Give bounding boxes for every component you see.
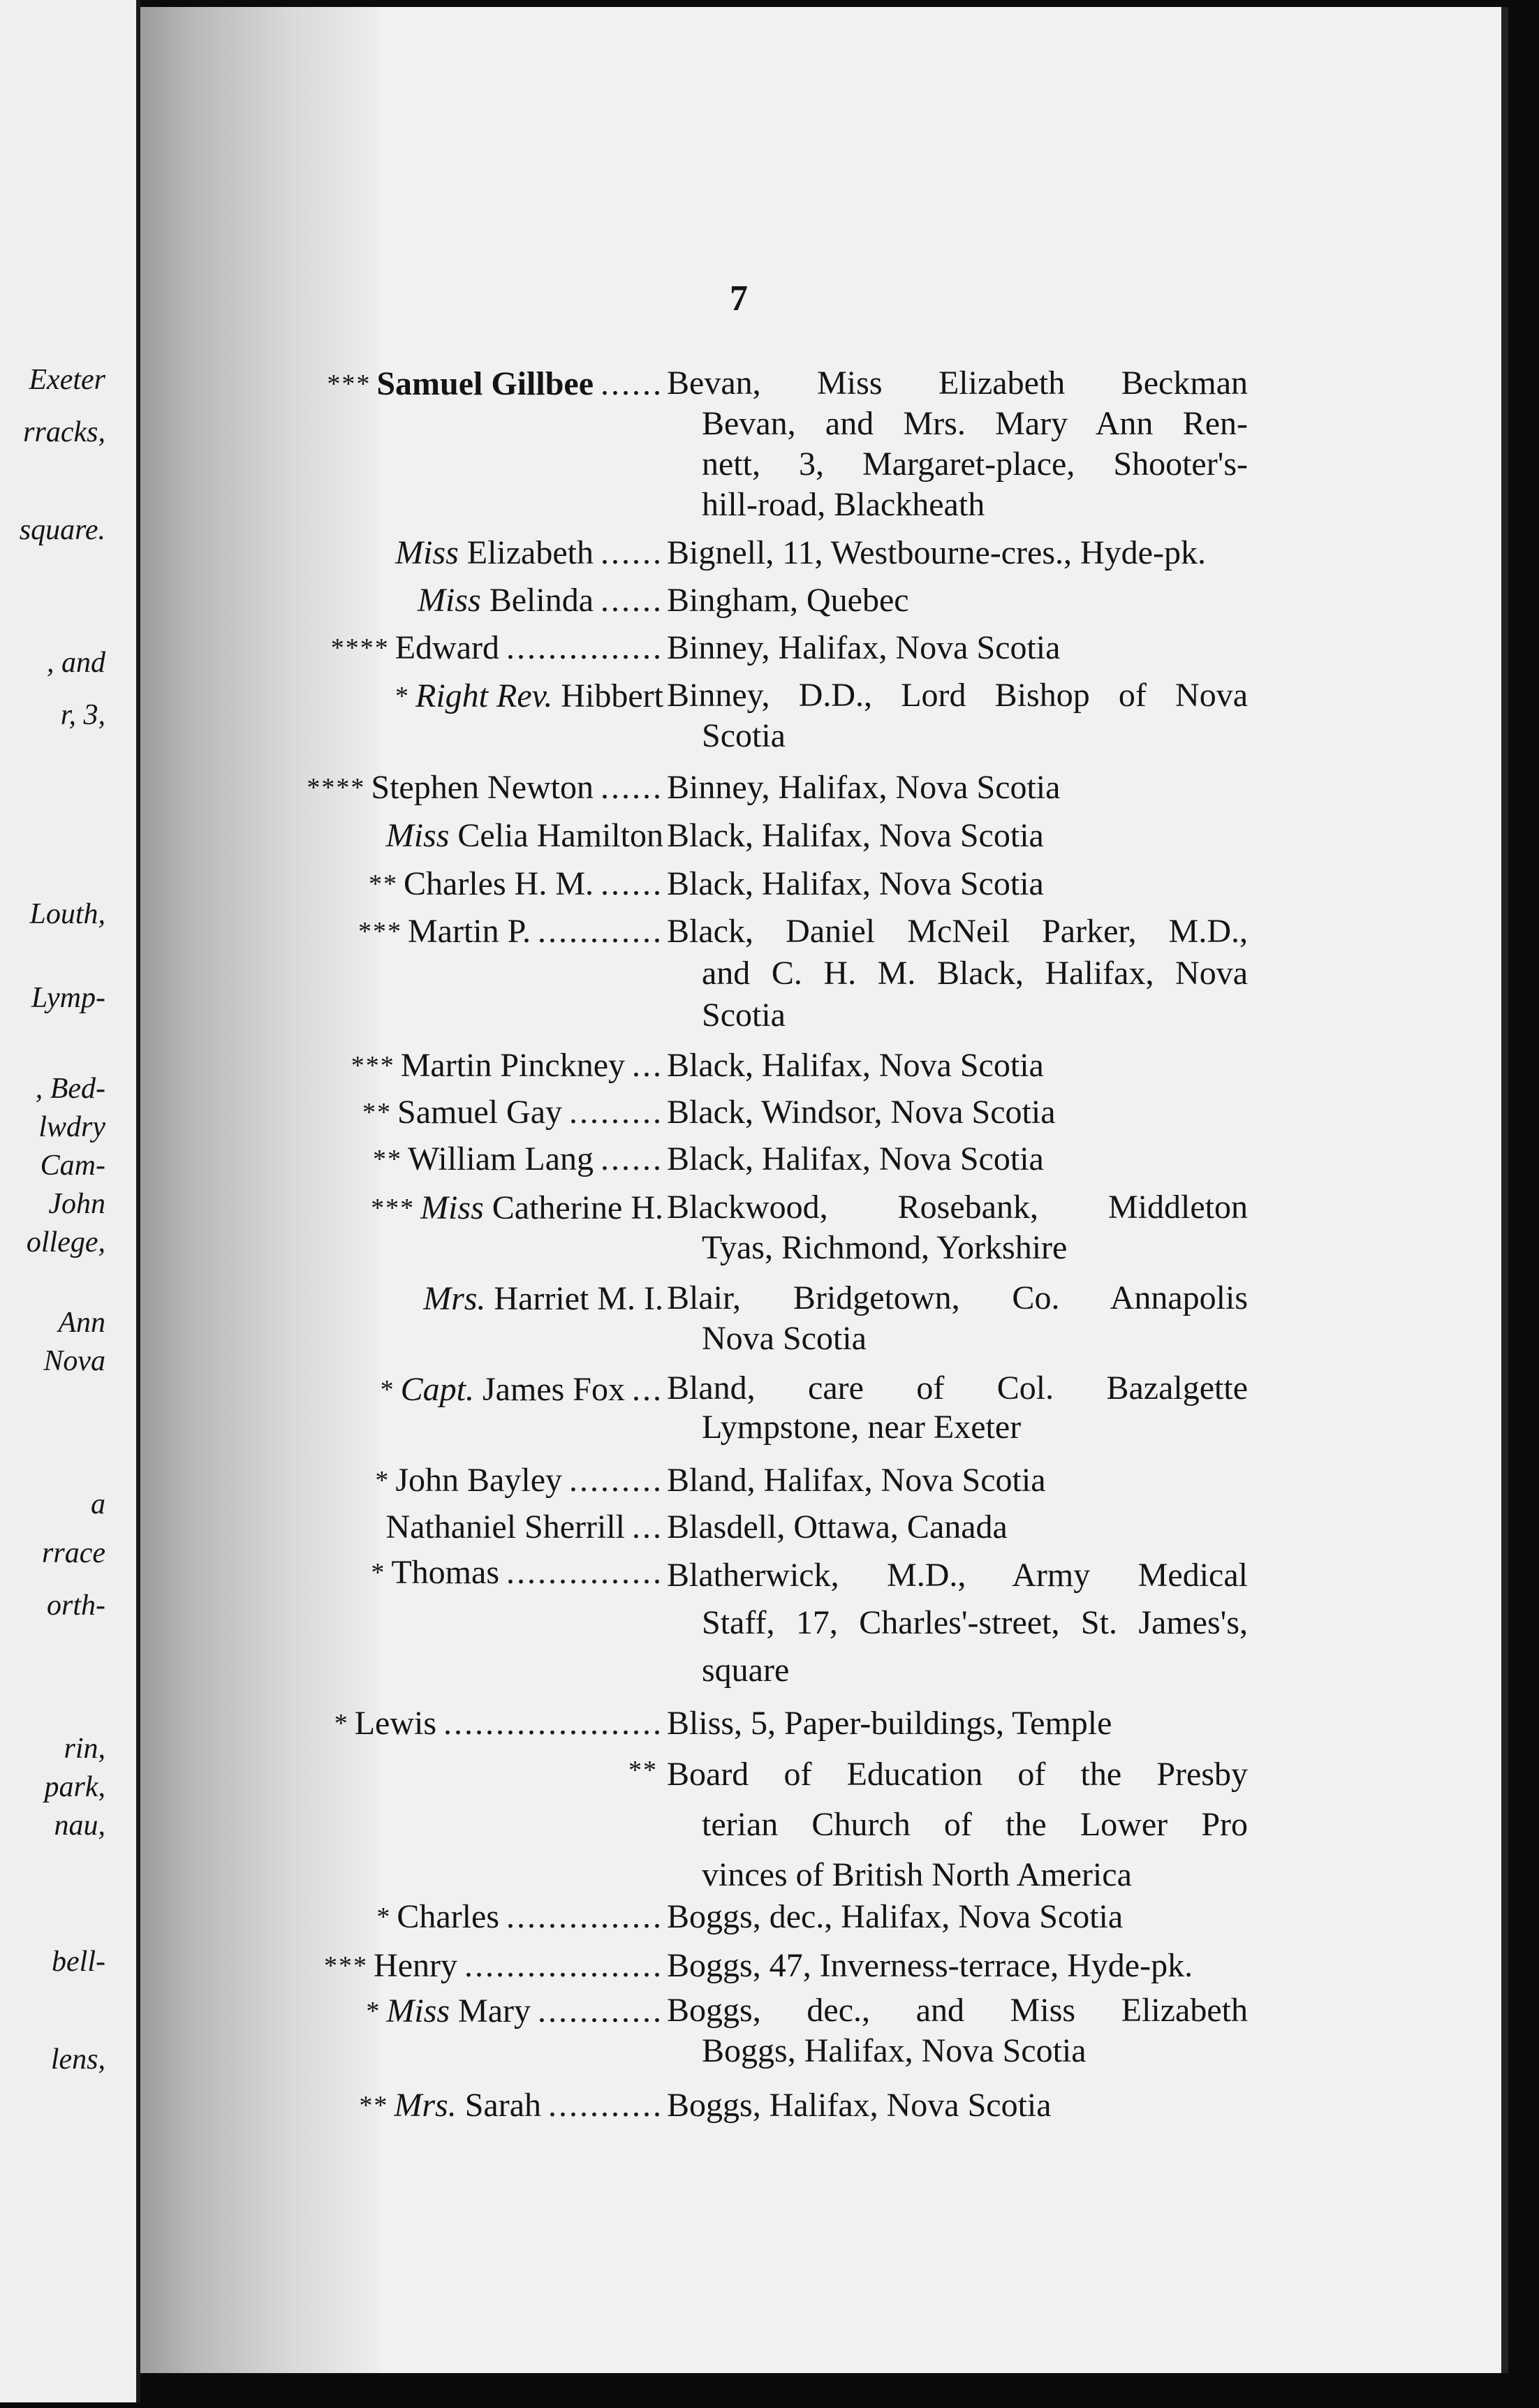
subscriber-name <box>371 1552 663 1594</box>
subscriber-address <box>667 1092 1248 1133</box>
subscriber-name <box>331 627 663 669</box>
leader-dots: ...... <box>601 365 663 402</box>
subscriber-stars: * <box>376 1902 392 1932</box>
subscriber-name <box>362 1092 663 1133</box>
subscriber-given-name: Stephen Newton <box>371 769 594 806</box>
facing-page-fragment: Louth, <box>29 898 105 930</box>
page-number: 7 <box>730 279 748 318</box>
subscriber-given-name: Samuel Gay <box>397 1094 562 1131</box>
leader-dots: ...... <box>601 1140 663 1177</box>
subscriber-address <box>667 675 1248 756</box>
subscriber-address <box>667 627 1248 669</box>
facing-page-fragment: Nova <box>43 1345 105 1377</box>
subscriber-address <box>667 1703 1248 1745</box>
address-line: Scotia <box>702 997 786 1034</box>
address-line: Blackwood, Rosebank, Middleton <box>667 1189 1248 1226</box>
address-line: Binney, D.D., Lord Bishop of Nova <box>667 677 1248 714</box>
facing-page-fragment: Exeter <box>29 364 105 396</box>
subscriber-given-name: William Lang <box>408 1140 594 1177</box>
address-line: Bingham, Quebec <box>667 582 909 619</box>
subscriber-given-name: Hibbert <box>561 677 663 714</box>
subscriber-address <box>667 1369 1248 1447</box>
subscriber-name <box>334 1703 663 1745</box>
facing-page-fragment: Lymp- <box>31 982 105 1014</box>
subscriber-given-name: Catherine H. <box>492 1189 663 1226</box>
facing-page-fragment: , and <box>47 647 105 679</box>
subscriber-given-name: Elizabeth <box>466 534 594 571</box>
subscriber-given-name: Belinda <box>489 582 594 619</box>
address-line: Black, Halifax, Nova Scotia <box>667 865 1044 902</box>
subscriber-stars: *** <box>324 1951 369 1981</box>
subscriber-given-name: Harriet M. I. <box>494 1280 663 1317</box>
subscriber-given-name: Charles H. M. <box>404 865 594 902</box>
leader-dots: ...... <box>601 534 663 571</box>
subscriber-address <box>667 1460 1248 1502</box>
address-line: Bland, care of Col. Bazalgette <box>667 1370 1248 1407</box>
subscriber-given-name: Charles <box>397 1898 499 1935</box>
subscriber-title: Miss <box>418 582 481 619</box>
subscriber-stars: **** <box>330 633 390 663</box>
subscriber-stars: * <box>395 682 411 711</box>
leader-dots: ..................... <box>443 1705 663 1742</box>
subscriber-name <box>381 1369 663 1411</box>
address-line: nett, 3, Margaret-place, Shooter's- <box>702 446 1248 483</box>
subscriber-address <box>667 815 1248 857</box>
address-line: Blasdell, Ottawa, Canada <box>667 1508 1008 1546</box>
subscriber-given-name: Edward <box>395 629 499 666</box>
address-line: Bevan, Miss Elizabeth Beckman <box>667 365 1248 402</box>
leader-dots: ............... <box>506 629 663 666</box>
subscriber-name <box>376 1896 663 1938</box>
address-line: Black, Halifax, Nova Scotia <box>667 1047 1044 1084</box>
facing-page-fragment: nau, <box>54 1809 105 1842</box>
subscriber-address <box>667 580 1248 622</box>
address-line: and C. H. M. Black, Halifax, Nova <box>702 955 1248 992</box>
subscriber-name <box>358 911 663 953</box>
subscriber-title: Miss <box>395 534 459 571</box>
subscriber-given-name: Henry <box>374 1947 457 1984</box>
subscriber-stars: *** <box>327 369 371 399</box>
address-line: Board of Education of the Presby <box>667 1756 1248 1793</box>
subscriber-address <box>667 1749 1248 1900</box>
address-line: Black, Halifax, Nova Scotia <box>667 817 1044 854</box>
address-line: Boggs, dec., and Miss Elizabeth <box>667 1992 1248 2029</box>
address-line: vinces of British North America <box>702 1856 1132 1893</box>
subscriber-name <box>324 1945 663 1987</box>
subscriber-stars: * <box>375 1466 390 1495</box>
subscriber-name <box>371 1187 663 1229</box>
address-line: Blatherwick, M.D., Army Medical <box>667 1557 1248 1594</box>
subscriber-name <box>375 1460 663 1502</box>
subscriber-given-name: Samuel Gillbee <box>376 365 594 402</box>
facing-page-fragment: rrace <box>42 1537 105 1569</box>
subscriber-title: Mrs. <box>423 1280 486 1317</box>
address-line: Lympstone, near Exeter <box>702 1409 1022 1446</box>
subscriber-given-name: James Fox <box>483 1371 625 1408</box>
subscriber-given-name: Martin Pinckney <box>400 1047 625 1084</box>
subscriber-address <box>667 1278 1248 1359</box>
address-line: Bevan, and Mrs. Mary Ann Ren- <box>702 405 1248 442</box>
facing-page-fragment: Ann <box>58 1307 105 1339</box>
subscriber-name <box>369 863 663 905</box>
leader-dots: ............... <box>506 1554 663 1591</box>
subscriber-stars: ** <box>373 1145 402 1174</box>
subscriber-given-name: Nathaniel Sherrill <box>385 1508 625 1546</box>
address-line: Bland, Halifax, Nova Scotia <box>667 1462 1046 1499</box>
subscriber-address <box>667 767 1248 809</box>
subscriber-stars: * <box>366 1997 381 2026</box>
subscriber-given-name: Sarah <box>464 2087 541 2124</box>
subscriber-address <box>667 911 1248 1036</box>
facing-page-fragment: lens, <box>50 2043 105 2076</box>
leader-dots: ......... <box>569 1094 663 1131</box>
facing-page-fragment: bell- <box>52 1946 105 1978</box>
subscriber-given-name: Celia Hamilton <box>457 817 663 854</box>
subscriber-name <box>366 1990 663 2032</box>
address-line: square <box>702 1652 790 1689</box>
subscriber-title: Mrs. <box>394 2087 457 2124</box>
subscriber-stars: * <box>371 1558 386 1587</box>
leader-dots: ............ <box>538 913 663 950</box>
facing-page-fragment: park, <box>44 1771 105 1803</box>
subscriber-name <box>628 1749 663 1791</box>
address-line: Blair, Bridgetown, Co. Annapolis <box>667 1279 1248 1316</box>
subscriber-title: Miss <box>420 1189 484 1226</box>
subscriber-stars: *** <box>351 1051 395 1080</box>
subscriber-title: Miss <box>385 817 450 854</box>
leader-dots: ... <box>632 1508 663 1546</box>
subscriber-name <box>395 532 663 574</box>
address-line: Nova Scotia <box>702 1320 867 1357</box>
address-line: Staff, 17, Charles'-street, St. James's, <box>702 1604 1248 1641</box>
address-line: hill-road, Blackheath <box>702 486 985 523</box>
address-line: Binney, Halifax, Nova Scotia <box>667 769 1061 806</box>
subscriber-title: Capt. <box>400 1371 474 1408</box>
subscriber-stars: *** <box>371 1194 415 1223</box>
subscriber-address <box>667 1045 1248 1087</box>
address-line: Boggs, dec., Halifax, Nova Scotia <box>667 1898 1124 1935</box>
address-line: Scotia <box>702 717 786 754</box>
subscriber-address <box>667 363 1248 525</box>
leader-dots: ... <box>632 1047 663 1084</box>
subscriber-stars: ** <box>362 1098 392 1127</box>
facing-page-fragment: orth- <box>47 1590 105 1622</box>
facing-page-fragment: rracks, <box>23 416 105 448</box>
address-line: Boggs, 47, Inverness-terrace, Hyde-pk. <box>667 1947 1193 1984</box>
facing-page-strip <box>0 0 140 2402</box>
facing-page-fragment: lwdry <box>38 1111 105 1143</box>
subscriber-name <box>395 675 663 717</box>
subscriber-stars: ** <box>359 2091 389 2120</box>
subscriber-stars: *** <box>358 917 402 946</box>
subscriber-name <box>359 2085 663 2127</box>
subscriber-address <box>667 1552 1248 1694</box>
facing-page-fragment: ollege, <box>26 1226 105 1258</box>
address-line: Black, Windsor, Nova Scotia <box>667 1094 1056 1131</box>
leader-dots: ........... <box>548 2087 663 2124</box>
facing-page-fragment: rin, <box>64 1733 105 1765</box>
subscriber-given-name: John Bayley <box>395 1462 562 1499</box>
leader-dots: ......... <box>569 1462 663 1499</box>
address-line: Tyas, Richmond, Yorkshire <box>702 1229 1068 1266</box>
subscriber-name <box>385 1506 663 1548</box>
subscriber-title: Miss <box>386 1992 450 2029</box>
subscriber-stars: * <box>334 1709 349 1738</box>
subscriber-given-name: Thomas <box>391 1554 499 1591</box>
leader-dots: ...... <box>601 769 663 806</box>
subscriber-address <box>667 2085 1248 2127</box>
subscriber-stars: ** <box>628 1756 658 1785</box>
subscriber-address <box>667 1187 1248 1268</box>
subscriber-address <box>667 1990 1248 2071</box>
subscriber-name <box>423 1278 663 1320</box>
leader-dots: ... <box>632 1371 663 1408</box>
subscriber-name <box>386 815 663 857</box>
facing-page-fragment: a <box>91 1488 105 1520</box>
subscriber-address <box>667 532 1248 574</box>
subscriber-name <box>373 1138 663 1180</box>
subscriber-stars: **** <box>307 773 366 802</box>
address-line: Bignell, 11, Westbourne-cres., Hyde-pk. <box>667 534 1206 571</box>
subscriber-address <box>667 1945 1248 1987</box>
subscriber-address <box>667 1506 1248 1548</box>
facing-page-fragment: Cam- <box>40 1150 105 1182</box>
subscriber-given-name: Lewis <box>354 1705 436 1742</box>
subscriber-given-name: Mary <box>458 1992 531 2029</box>
subscriber-name <box>307 767 663 809</box>
address-line: Bliss, 5, Paper-buildings, Temple <box>667 1705 1112 1742</box>
leader-dots: ............... <box>506 1898 663 1935</box>
subscriber-address <box>667 863 1248 905</box>
subscriber-stars: * <box>380 1375 395 1404</box>
subscriber-stars: ** <box>369 869 399 899</box>
leader-dots: ...... <box>601 865 663 902</box>
subscriber-address <box>667 1138 1248 1180</box>
leader-dots: ............ <box>538 1992 663 2029</box>
leader-dots: ................... <box>464 1947 663 1984</box>
subscriber-name <box>327 363 663 405</box>
address-line: Boggs, Halifax, Nova Scotia <box>702 2032 1087 2069</box>
facing-page-fragment: square. <box>19 514 105 546</box>
subscriber-title: Right Rev. <box>415 677 553 714</box>
facing-page-fragment: r, 3, <box>60 699 105 731</box>
address-line: Black, Daniel McNeil Parker, M.D., <box>667 913 1248 950</box>
page-gutter-shadow <box>115 7 381 2373</box>
leader-dots: ...... <box>601 582 663 619</box>
facing-page-fragment: John <box>48 1188 105 1220</box>
address-line: Binney, Halifax, Nova Scotia <box>667 629 1061 666</box>
address-line: Boggs, Halifax, Nova Scotia <box>667 2087 1052 2124</box>
subscriber-name <box>351 1045 663 1087</box>
facing-page-fragment: , Bed- <box>35 1073 105 1105</box>
subscriber-name <box>418 580 663 622</box>
address-line: Black, Halifax, Nova Scotia <box>667 1140 1044 1177</box>
subscriber-address <box>667 1896 1248 1938</box>
subscriber-given-name: Martin P. <box>407 913 531 950</box>
address-line: terian Church of the Lower Pro <box>702 1806 1248 1843</box>
